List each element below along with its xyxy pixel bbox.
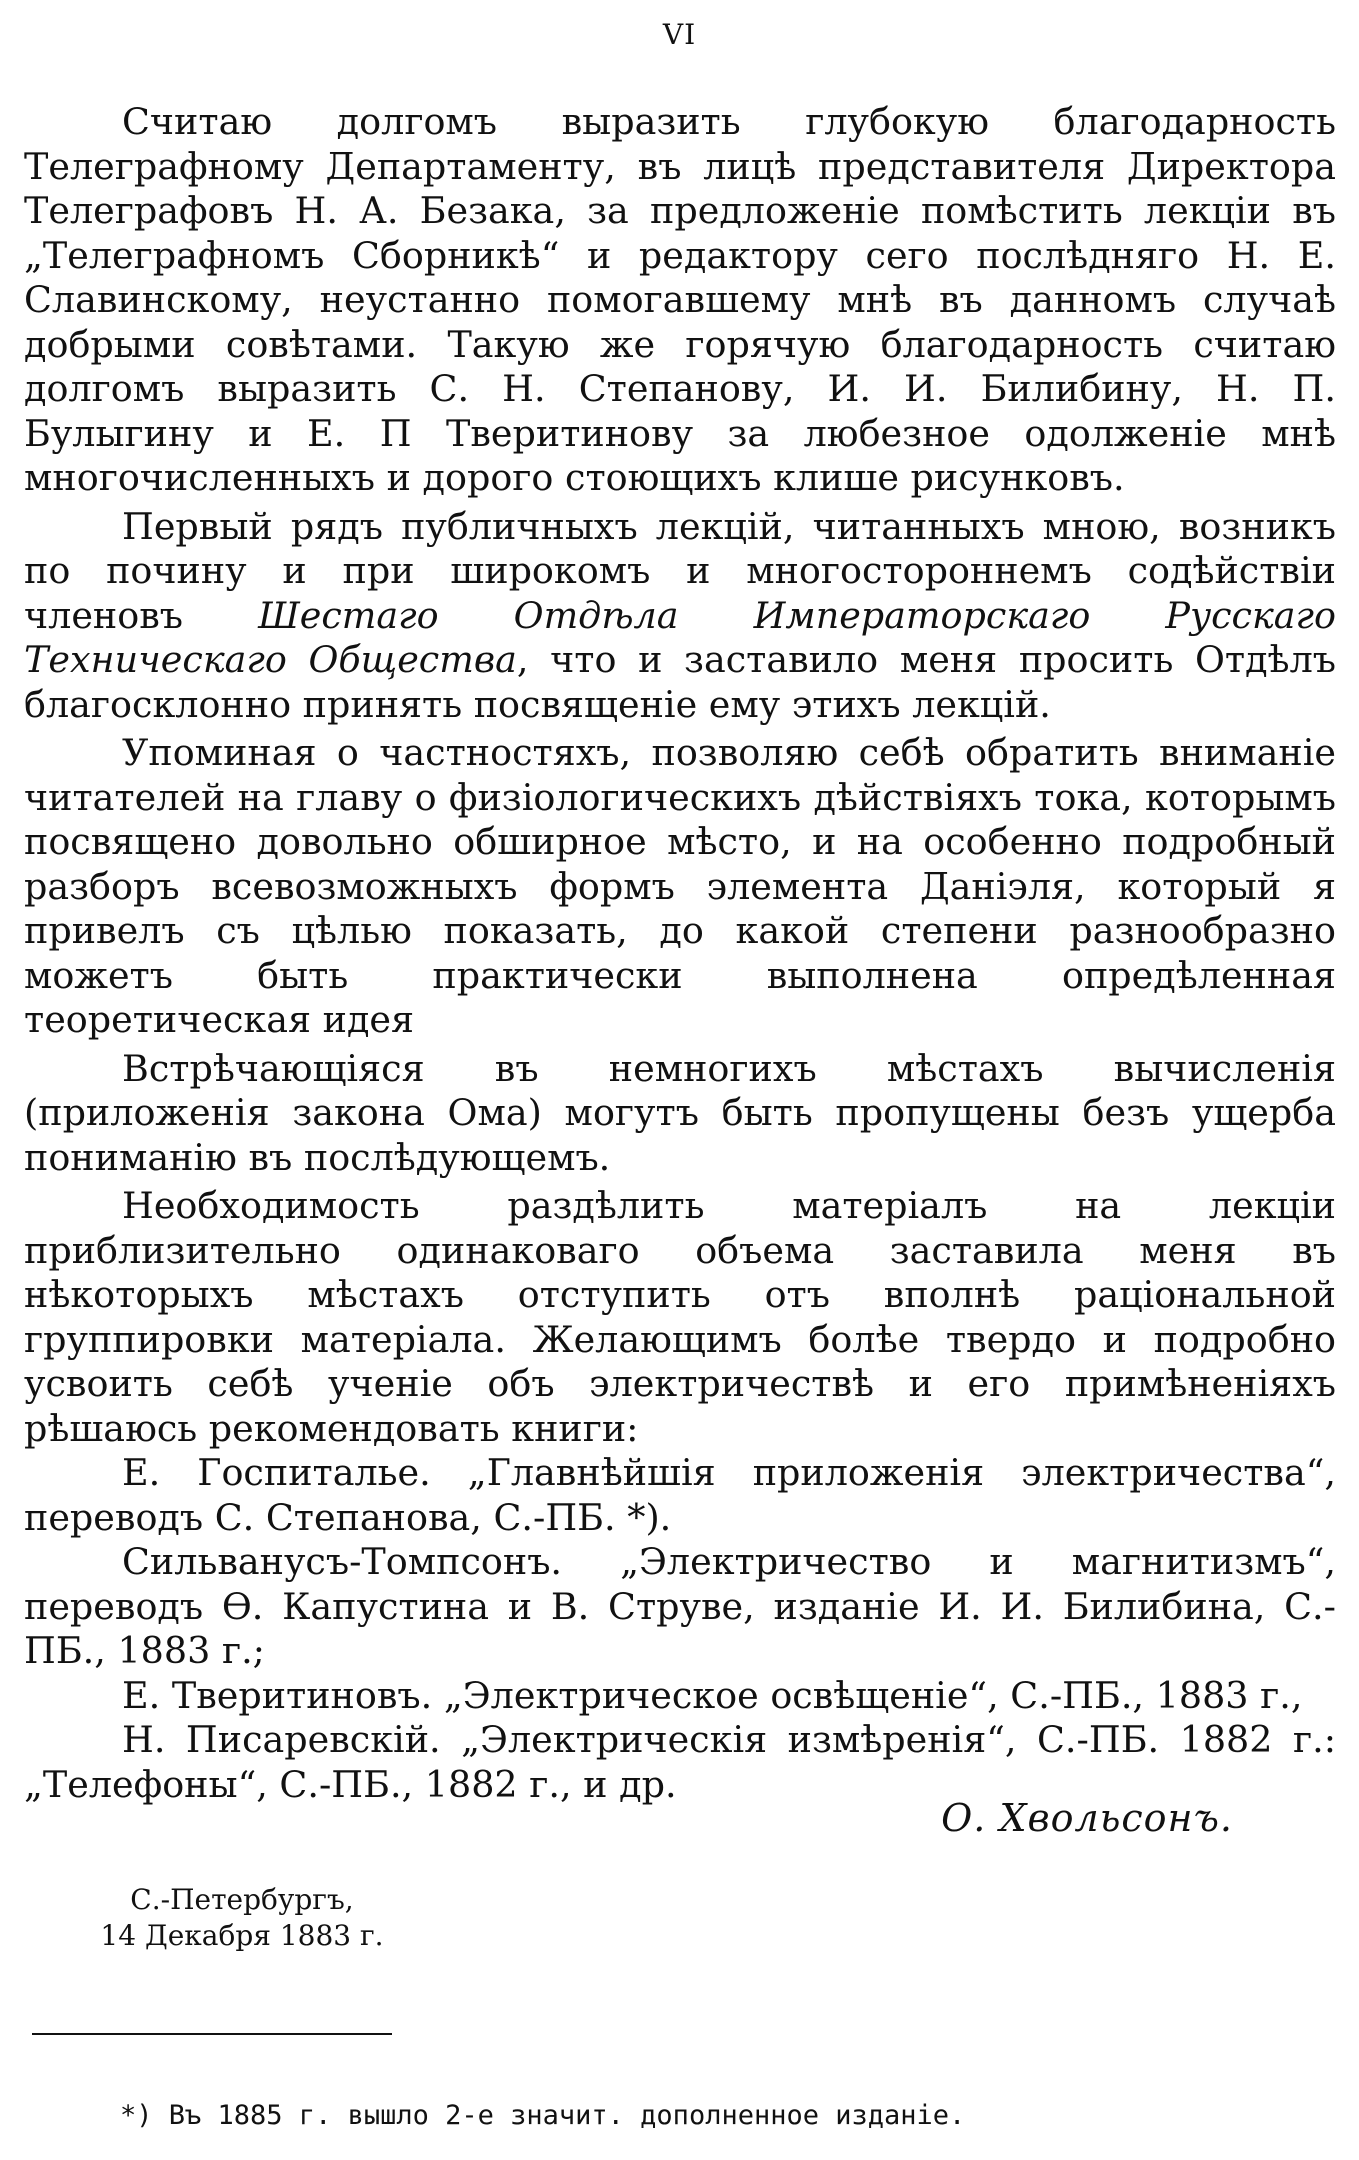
- author-signature: О. Хвольсонъ.: [941, 1796, 1233, 1840]
- paragraph-first-lectures-start: Первый рядъ публичныхъ лекцiй, читанныхъ мною, возникъ по почину и при широкомъ и многостороннемъ содѣйствiи членовъ: [24, 504, 1336, 637]
- preface-body: [24, 100, 1336, 1807]
- book-entry: Н. Писаревскiй. „Электрическiя измѣренiя“, С.-ПБ. 1882 г.: „Телефоны“, С.-ПБ., 1882 г., и др.: [24, 1718, 1336, 1806]
- book-entry: Е. Тверитиновъ. „Электрическое освѣщенiе“, С.-ПБ., 1883 г.,: [122, 1673, 1303, 1717]
- paragraph-details: Упоминая о частностяхъ, позволяю себѣ обратить вниманiе читателей на главу о физiологическихъ дѣйствiяхъ тока, которымъ посвящено довольно обширное мѣсто, и на особенно подробный разборъ всевозможныхъ формъ элемента Данiэля, который я привелъ съ цѣлью показать, до какой степени разнообразно можетъ быть практически выполнена опредѣленная теоретическая идея: [24, 731, 1336, 1041]
- paragraph-first-lectures: [24, 505, 1336, 728]
- paragraph-recommendations: Необходимость раздѣлить матерiалъ на лекцiи приблизительно одинаковаго объема заставила меня въ нѣкоторыхъ мѣстахъ отступить отъ вполнѣ рацiональной группировки матерiала. Желающимъ болѣе твердо и подробно усвоить себѣ ученiе объ электричествѣ и его примѣненiяхъ рѣшаюсь рекомендовать книги:: [24, 1184, 1336, 1450]
- book-entry: Сильванусъ-Томпсонъ. „Электричество и магнитизмъ“, переводъ Ѳ. Капустина и В. Струве, изданiе И. И. Билибина, С.-ПБ., 1883 г.;: [24, 1540, 1336, 1672]
- footnote: *) Въ 1885 г. вышло 2-е значит. дополненное изданiе.: [120, 2100, 966, 2131]
- paragraph-first-lectures-end: , что и заставило меня просить Отдѣлъ благосклонно принять посвященiе ему этихъ лекцiй.: [24, 638, 1336, 726]
- date: 14 Декабря 1883 г.: [100, 1919, 384, 1952]
- place-and-date: [92, 1882, 392, 1954]
- footnote-divider: [32, 2033, 392, 2035]
- society-name: Шестаго Отдѣла Императорскаго Русскаго Техническаго Общества: [24, 593, 1336, 681]
- page-number: VI: [662, 18, 697, 51]
- paragraph-calculations: Встрѣчающiяся въ немногихъ мѣстахъ вычисленiя (приложенiя закона Ома) могутъ быть пропущены безъ ущерба пониманiю въ послѣдующемъ.: [24, 1046, 1336, 1179]
- place: С.-Петербургъ,: [130, 1883, 354, 1916]
- paragraph-acknowledgements: Считаю долгомъ выразить глубокую благодарность Телеграфному Департаменту, въ лицѣ представителя Директора Телеграфовъ Н. А. Безака, за предложенiе помѣстить лекцiи въ „Телеграфномъ Сборникѣ“ и редактору сего послѣдняго Н. Е. Славинскому, неустанно помогавшему мнѣ въ данномъ случаѣ добрыми совѣтами. Такую же горячую благодарность считаю долгомъ выразить С. Н. Степанову, И. И. Билибину, Н. П. Булыгину и Е. П Тверитинову за любезное одолженiе мнѣ многочисленныхъ и дорого стоющихъ клише рисунковъ.: [24, 100, 1336, 499]
- book-entry: Е. Госпиталье. „Главнѣйшiя приложенiя электричества“, переводъ С. Степанова, С.-ПБ. *).: [24, 1451, 1336, 1539]
